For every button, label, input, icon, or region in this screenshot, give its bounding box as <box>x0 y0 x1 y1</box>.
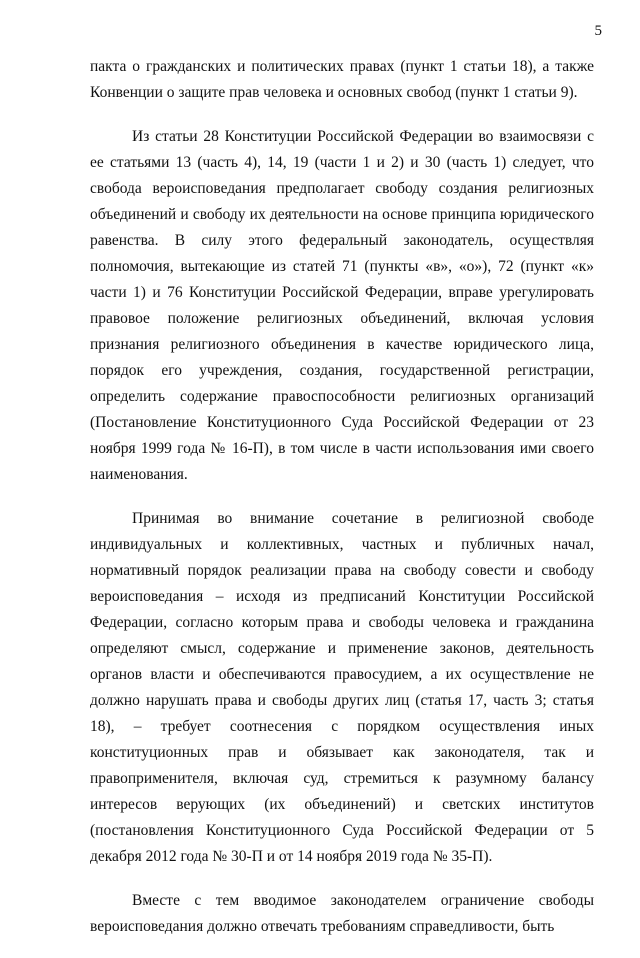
page-number: 5 <box>594 23 602 39</box>
paragraph-article-28: Из статьи 28 Конституции Российской Федерации во взаимосвязи с ее статьями 13 (часть 4), 14, 19 (части 1 и 2) и 30 (часть 1) следует, что свобода вероисповедания предполагает свободу создания религиозных объединений и свободу их деятельности на основе принципа юридического равенства. В силу этого федеральный законодатель, осуществляя полномочия, вытекающие из статей 71 (пункты «в», «о»), 72 (пункт «к» части 1) и 76 Конституции Российской Федерации, вправе урегулировать правовое положение религиозных объединений, включая условия признания религиозного объединения в качестве юридического лица, порядок его учреждения, создания, государственной регистрации, определить содержание правоспособности религиозных организаций (Постановление Конституционного Суда Российской Федерации от 23 ноября 1999 года № 16-П), в том числе в части использования ими своего наименования. <box>90 128 594 483</box>
paragraph-restriction-requirements: Вместе с тем вводимое законодателем ограничение свободы вероисповедания должно отвечать требованиям справедливости, быть <box>90 892 594 935</box>
document-body <box>90 54 594 958</box>
paragraph-religious-freedom-balance: Принимая во внимание сочетание в религиозной свободе индивидуальных и коллективных, частных и публичных начал, нормативный порядок реализации права на свободу совести и свободу вероисповедания – исходя из предписаний Конституции Российской Федерации, согласно которым права и свободы человека и гражданина определяют смысл, содержание и применение законов, деятельность органов власти и обеспечиваются правосудием, а их осуществление не должно нарушать права и свободы других лиц (статья 17, часть 3; статья 18), – требует соотнесения с порядком осуществления иных конституционных прав и обязывает как законодателя, так и правоприменителя, включая суд, стремиться к разумному балансу интересов верующих (их объединений) и светских институтов (постановления Конституционного Суда Российской Федерации от 5 декабря 2012 года № 30-П и от 14 ноября 2019 года № 35-П). <box>90 510 594 865</box>
paragraph-continuation: пакта о гражданских и политических правах (пункт 1 статьи 18), а также Конвенции о защите прав человека и основных свобод (пункт 1 статьи 9). <box>90 58 594 101</box>
